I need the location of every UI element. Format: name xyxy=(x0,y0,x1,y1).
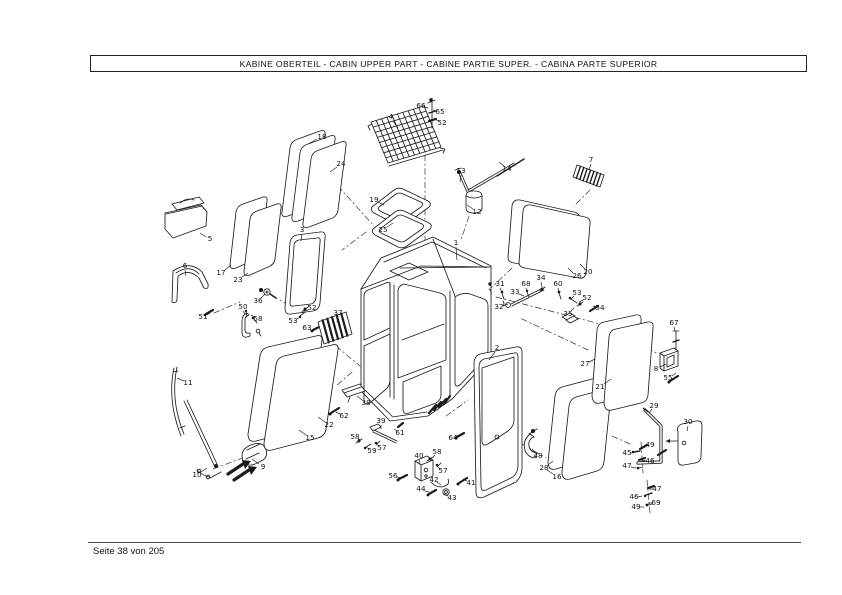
part-number-label: 29 xyxy=(649,401,659,410)
label-leader-line xyxy=(425,491,429,492)
part-number-label: 64 xyxy=(448,433,458,442)
part-number-label: 45 xyxy=(622,448,632,457)
part-number-label: 54 xyxy=(595,303,605,312)
part-6-curved-bracket xyxy=(172,266,208,303)
part-number-label: 27 xyxy=(580,359,590,368)
part-number-label: 58 xyxy=(432,447,442,456)
part-number-label: 35 xyxy=(563,309,573,318)
part-number-label: 55 xyxy=(663,373,673,382)
part-number-label: 25 xyxy=(378,225,388,234)
footer-divider xyxy=(88,542,801,543)
part-number-label: 1 xyxy=(453,238,459,247)
part-number-label: 17 xyxy=(216,268,226,277)
part-number-label: 22 xyxy=(324,420,334,429)
part-number-label: 26 xyxy=(572,271,582,280)
part-4-roof-grille xyxy=(368,106,445,166)
part-number-label: 11 xyxy=(183,378,193,387)
part-number-label: 47 xyxy=(622,461,632,470)
part-number-label: 23 xyxy=(233,275,243,284)
part-number-label: 42 xyxy=(429,475,439,484)
part-number-label: 46 xyxy=(645,456,655,465)
part-number-label: 44 xyxy=(416,484,426,493)
part-number-label: 49 xyxy=(631,502,641,511)
part-number-label: 60 xyxy=(553,279,563,288)
part-number-label: 9 xyxy=(260,462,266,471)
part-number-label: 19 xyxy=(369,195,379,204)
part-number-label: 5 xyxy=(207,234,213,243)
part-number-label: 32 xyxy=(494,302,504,311)
part-19-25-seal-rings xyxy=(371,188,431,248)
part-number-label: 58 xyxy=(253,314,263,323)
part-number-label: 66 xyxy=(416,101,426,110)
part-3-window-frame xyxy=(285,232,325,314)
part-number-label: 39 xyxy=(376,416,386,425)
part-number-label: 28 xyxy=(539,463,549,472)
label-leader-line xyxy=(631,452,636,453)
part-number-label: 56 xyxy=(388,471,398,480)
label-leader-line xyxy=(200,233,206,237)
part-number-label: 10 xyxy=(192,470,202,479)
part-number-label: 34 xyxy=(536,273,546,282)
part-number-label: 16 xyxy=(552,472,562,481)
part-2-door-frame xyxy=(474,347,522,498)
label-leader-line xyxy=(674,327,675,331)
part-number-label: 61 xyxy=(395,428,405,437)
part-number-label: 31 xyxy=(495,279,505,288)
part-number-label: 65 xyxy=(435,107,445,116)
part-5-tray xyxy=(165,197,207,238)
part-number-label: 69 xyxy=(651,498,661,507)
label-leader-line xyxy=(672,373,676,376)
part-number-label: 57 xyxy=(438,466,448,475)
part-number-label: 57 xyxy=(377,443,387,452)
part-number-label: 53 xyxy=(288,316,298,325)
part-number-label: 38 xyxy=(361,398,371,407)
part-number-label: 15 xyxy=(305,433,315,442)
part-number-label: 59 xyxy=(367,446,377,455)
label-leader-line xyxy=(589,164,591,170)
part-22-15-windshield-panes xyxy=(248,336,338,451)
part-number-label: 40 xyxy=(414,451,424,460)
part-number-label: 52 xyxy=(437,118,447,127)
label-leader-line xyxy=(631,467,636,468)
part-number-label: 49 xyxy=(645,440,655,449)
label-leader-line xyxy=(201,468,207,472)
label-leader-line xyxy=(519,294,524,296)
label-leader-line xyxy=(638,496,642,497)
part-number-label: 62 xyxy=(339,411,349,420)
part-number-label: 52 xyxy=(307,303,317,312)
part-number-label: 20 xyxy=(583,267,593,276)
part-number-label: 2 xyxy=(494,343,500,352)
part-18-24-window-panes xyxy=(282,131,346,228)
part-number-label: 43 xyxy=(447,493,457,502)
part-number-label: 24 xyxy=(336,159,346,168)
label-leader-line xyxy=(243,311,245,314)
part-17-23-window-panes xyxy=(230,197,281,276)
part-number-label: 36 xyxy=(253,296,263,305)
part-number-label: 8 xyxy=(653,364,659,373)
part-number-label: 68 xyxy=(521,279,531,288)
part-number-label: 13 xyxy=(456,166,466,175)
page-number: Seite 38 von 205 xyxy=(93,546,165,557)
part-number-label: 30 xyxy=(683,417,693,426)
page-title: KABINE OBERTEIL - CABIN UPPER PART - CABINE PARTIE SUPER. - CABINA PARTE SUPERIOR xyxy=(239,58,658,69)
part-number-label: 48 xyxy=(533,451,543,460)
label-leader-line xyxy=(541,282,542,287)
part-number-label: 47 xyxy=(652,484,662,493)
part-27-21-side-glass xyxy=(592,315,653,410)
part-26-20-rear-windows xyxy=(508,200,590,278)
part-7-ribbed-strip xyxy=(573,165,604,187)
label-leader-line xyxy=(589,359,595,362)
part-number-label: 37 xyxy=(333,308,343,317)
part-number-label: 12 xyxy=(472,207,482,216)
part-number-label: 51 xyxy=(198,312,208,321)
part-number-label: 50 xyxy=(238,302,248,311)
part-number-label: 58 xyxy=(350,432,360,441)
part-number-label: 4 xyxy=(388,112,394,121)
part-number-label: 3 xyxy=(299,225,305,234)
part-number-label: 46 xyxy=(629,492,639,501)
label-leader-line xyxy=(225,265,231,270)
part-number-label: 41 xyxy=(466,478,476,487)
part-number-label: 63 xyxy=(302,323,312,332)
part-number-label: 33 xyxy=(510,287,520,296)
part-number-label: 53 xyxy=(572,288,582,297)
part-number-label: 18 xyxy=(317,132,327,141)
part-1-cabin-body xyxy=(361,237,492,421)
part-number-label: 14 xyxy=(502,164,512,173)
part-number-label: 21 xyxy=(595,382,605,391)
part-number-label: 7 xyxy=(588,155,594,164)
part-number-label: 6 xyxy=(182,261,188,270)
part-number-label: 52 xyxy=(582,293,592,302)
part-number-label: 67 xyxy=(669,318,679,327)
